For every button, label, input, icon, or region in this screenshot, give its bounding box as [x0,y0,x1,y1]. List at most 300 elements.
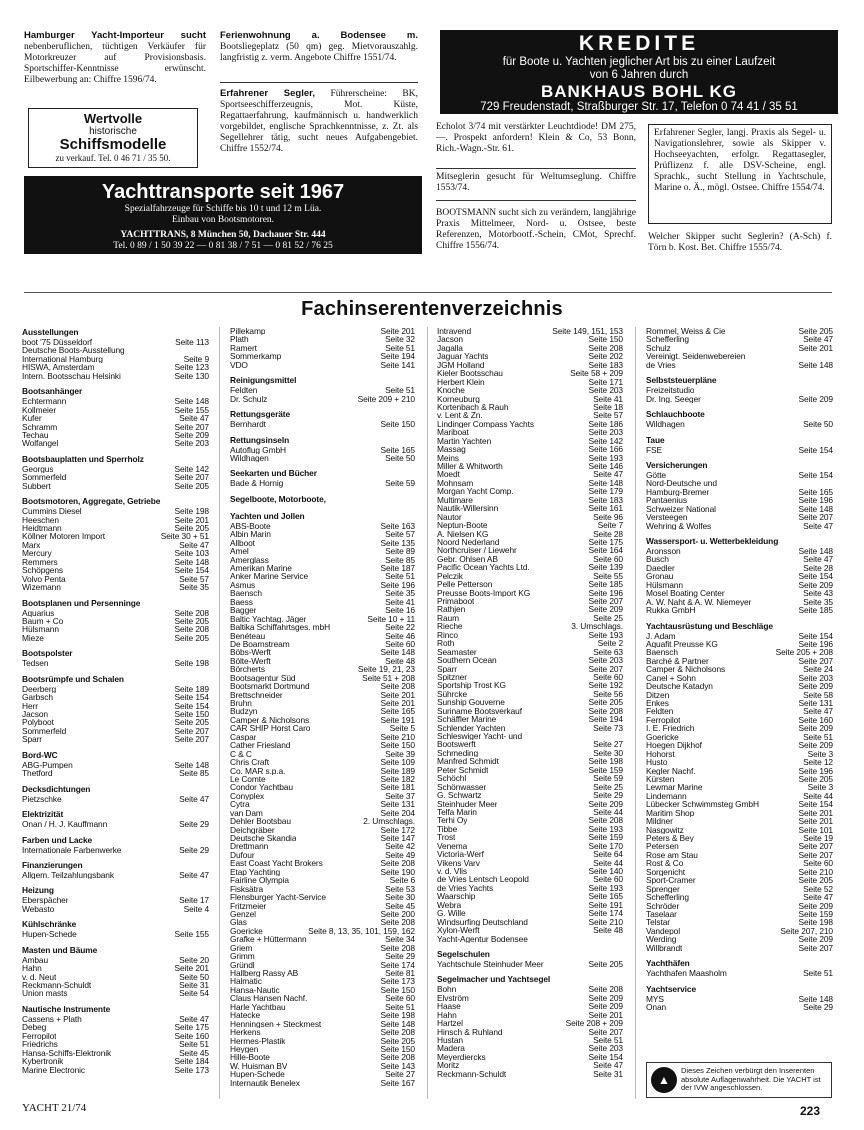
advertiser-name: Garbsch [22,693,53,702]
page-reference: Seite 5 [389,724,415,733]
ad-yachttransporte [24,176,422,254]
list-item [437,783,623,791]
advertiser-name: Asmus [230,580,256,590]
divider [436,200,636,201]
list-item [646,859,833,867]
advertiser-name: Wolfangel [22,439,59,448]
advertiser-name: Halmatic [230,977,262,986]
advertiser-name: Gebr. Ohlsen AB [437,554,498,564]
page-reference: Seite 60 [593,554,623,564]
list-item [437,639,623,647]
list-item [230,851,415,859]
advertiser-name: Onan / H. J. Kauffmann [22,820,108,829]
list-item [22,575,209,583]
advertiser-name: Hahn [22,964,42,973]
page-reference: Seite 73 [593,723,623,732]
advertiser-name: Vikens Varv [437,858,480,867]
list-item [437,808,623,816]
list-item [646,674,833,682]
page-reference: Seite 148 [588,478,623,488]
list-item [437,580,623,588]
advertiser-name: Webasto [22,904,55,914]
advertiser-name: Bölte-Werft [230,656,271,666]
yachttransporte-tel: Tel. 0 89 / 1 50 39 22 — 0 81 38 / 7 51 — 0 81 52 / 76 25 [113,241,333,251]
list-item [230,581,415,589]
list-item [230,902,415,910]
advertiser-name: Kollmeier [22,405,57,415]
list-item [437,800,623,808]
page-reference: Seite 198 [174,659,209,668]
page-reference: Seite 57 [593,411,623,420]
list-item [646,606,833,614]
advertiser-name: Hupen-Schede [22,930,77,939]
advertiser-name: Herbert Klein [437,377,485,387]
advertiser-name: Henningsen + Steckmest [230,1019,322,1029]
advertiser-name: Aronsson [646,547,681,556]
list-item [22,1015,209,1023]
advertiser-name: Cather Friesland [230,741,291,750]
page-reference: Seite 194 [588,715,623,724]
list-item [22,964,209,972]
page-reference: Seite 4 [183,904,209,914]
list-item [437,504,623,512]
page-reference: Seite 205 + 208 [775,648,833,657]
advertiser-name: Hülsmann [646,580,683,590]
page-reference: Seite 179 [588,487,623,496]
list-item [22,625,209,633]
kredite-line1: für Boote u. Yachten jeglicher Art bis zu einer Laufzeit [502,56,776,68]
list-item [646,885,833,893]
list-item [230,1045,415,1053]
page-reference: Seite 209 + 210 [357,394,415,404]
page-reference: Seite 22 [385,623,415,632]
advertiser-name: Reckmann-Schuldt [22,981,92,990]
advertiser-name: de Vries Yachts [437,883,494,893]
list-item [437,749,623,757]
list-item [22,372,209,380]
page-reference: Seite 201 [798,343,833,353]
list-item [437,496,623,504]
section-heading: Elektrizität [22,809,64,820]
page-reference: Seite 6 [389,876,415,885]
advertiser-name: A. W. Naht & A. W. Niemeyer [646,597,752,607]
list-item [230,809,415,817]
advertiser-name: Husto [646,758,668,767]
list-item [230,868,415,876]
list-item [230,327,415,335]
list-item [437,1044,623,1052]
page-reference: Seite 135 [380,538,415,548]
advertiser-name: Schlender Yachten [437,723,506,732]
page-reference: Seite 57 [385,530,415,539]
advertiser-name: Knoche [437,386,465,395]
list-item [437,530,623,538]
list-item [22,541,209,549]
advertiser-name: Goericke [230,926,263,936]
advertiser-name: FSE [646,445,662,454]
list-item [22,871,209,879]
page-reference: Seite 208 [588,343,623,353]
list-item [646,386,833,394]
page-reference: Seite 89 [385,547,415,556]
directory-column-1 [22,327,209,1074]
page-reference [830,386,833,394]
list-item [646,488,833,496]
advertiser-name: Kufer [22,414,42,423]
list-item [22,973,209,981]
ad-yacht-importeur-head: Hamburger Yacht-Importeur sucht [24,30,206,41]
page-reference: Seite 208 [380,682,415,691]
page-reference: Seite 35 [803,597,833,607]
advertiser-name: ABS-Boote [230,521,271,531]
section-heading: Bootsrümpfe und Schalen [22,673,124,684]
list-item [437,648,623,656]
advertiser-name: Bootsmarkt Dortmund [230,682,310,691]
page-reference: Seite 159 [588,833,623,842]
page-reference: Seite 209 [798,741,833,750]
list-item [22,465,209,473]
advertiser-name: Morgan Yacht Comp. [437,487,514,496]
ad-ferienwohnung-head: Ferienwohnung a. Bodensee m. [220,30,418,41]
list-item [230,547,415,555]
list-item [646,851,833,859]
list-item [646,496,833,504]
advertiser-name: Mohnsam [437,478,474,488]
page-reference: Seite 56 [593,689,623,699]
page-reference: Seite 154 [798,800,833,809]
page-reference: Seite 18 [593,402,623,412]
list-item [437,605,623,613]
advertiser-name: de Vries [646,360,676,370]
list-item [437,369,623,377]
list-item [22,1066,209,1074]
advertiser-name: v. Lent & Zn. [437,411,483,420]
advertiser-name: Pillekamp [230,327,266,336]
list-item [437,994,623,1002]
advertiser-name: Trost [437,833,456,842]
list-item [230,885,415,893]
advertiser-name: Ramert [230,343,257,353]
list-item [230,632,415,640]
section-heading: Rettungsinseln [230,434,290,445]
page-reference: Seite 154 [174,566,209,575]
list-item [230,657,415,665]
list-item [22,1049,209,1057]
page-reference: Seite 205 [174,633,209,643]
advertiser-name: Friedrichs [22,1040,58,1049]
list-item [230,800,415,808]
advertiser-name: Pantaenius [646,496,687,505]
section-heading: Wassersport- u. Wetterbekleidung [646,536,779,546]
list-item [437,403,623,411]
list-item [230,564,415,572]
page-reference: Seite 201 [798,808,833,818]
page-reference: Seite 19 [803,834,833,843]
advertiser-name: Götte [646,470,666,480]
list-item [230,606,415,614]
advertiser-name: Sparr [22,735,42,744]
advertiser-name: Vereinigt. Seidenwebereien [646,352,746,361]
list-item [646,361,833,369]
ad-mitseglerin-text: Mitseglerin gesucht für Weltumseglung. Chiffre 1553/74. [436,172,636,193]
list-item [646,834,833,842]
list-item [230,1079,415,1087]
page-reference: Seite 16 [385,606,415,615]
column-divider [219,327,220,1099]
page-reference: Seite 30 [385,893,415,902]
advertiser-name: Rukka GmbH [646,606,696,615]
list-item [230,952,415,960]
list-item [646,420,833,428]
page-reference: Seite 32 [385,335,415,344]
page-reference: Seite 192 [588,681,623,690]
list-item [437,766,623,774]
advertiser-name: Rommel, Weiss & Cie [646,327,726,336]
advertiser-name: Marine Electronic [22,1065,85,1074]
page-reference: Seite 203 [588,428,623,437]
page-reference: Seite 182 [380,774,415,784]
advertiser-name: Böbs-Werft [230,648,271,657]
page-reference: Seite 201 [174,515,209,524]
list-item [230,741,415,749]
list-item [646,547,833,555]
page-reference: Seite 20 [179,955,209,965]
advertiser-name: ABG-Pumpen [22,760,73,770]
advertiser-name: C & C [230,749,252,759]
list-item [437,411,623,419]
advertiser-name: Waarschip [437,892,476,901]
list-item [646,471,833,479]
advertiser-name: Bade & Hornig [230,479,284,488]
advertiser-name: Sprenger [646,884,680,894]
page-reference: Seite 164 [588,546,623,555]
section-heading: Bord-WC [22,749,58,760]
page-reference: Seite 101 [798,825,833,834]
list-item [646,707,833,715]
list-item [437,901,623,909]
advertiser-name: Le Comte [230,774,266,784]
page-reference: Seite 208 [174,625,209,634]
page-reference: Seite 51 [385,343,415,353]
ad-erfahrener-segler [220,88,418,155]
advertiser-name: Nord-Deutsche und [646,479,717,488]
section-heading: Bootsbauplatten und Sperrholz [22,453,144,464]
page-reference: Seite 193 [588,883,623,893]
list-item [437,875,623,883]
page-reference: Seite 207 [798,943,833,953]
footer-issue: YACHT 21/74 [22,1102,87,1114]
advertiser-name: Terhi Oy [437,816,468,825]
advertiser-name: Enkes [646,699,669,708]
ivw-note: Dieses Zeichen verbürgt den Inserenten absolute Auflagenwahrheit. Die YACHT ist der IVW angeschlossen. [681,1066,821,1093]
list-item [22,710,209,718]
advertiser-name: Brettschneider [230,690,283,699]
advertiser-name: Sommerkamp [230,352,282,361]
page-reference: Seite 161 [588,504,623,513]
page-reference: Seite 190 [380,867,415,877]
advertiser-name: Grimm [230,952,255,961]
advertiser-name: Plath [230,335,249,344]
page-reference [830,352,833,360]
advertiser-name: De Boarnstream [230,639,290,649]
list-item [22,702,209,710]
page-reference: Seite 207 [174,473,209,482]
advertiser-name: Mildner [646,817,673,826]
page-reference: Seite 208 [588,816,623,825]
list-item [230,674,415,682]
advertiser-name: Wehring & Wolfes [646,521,712,530]
list-item [437,437,623,445]
list-item [437,344,623,352]
page-reference: Seite 46 [385,631,415,640]
page-reference: Seite 208 [380,1053,415,1062]
list-item [437,589,623,597]
ad-schiffsmodelle-sub: historische [89,126,137,137]
page-reference: Seite 186 [588,419,623,429]
advertiser-name: Hatecke [230,1011,261,1020]
list-item [437,445,623,453]
list-item [22,473,209,481]
page-reference: Seite 159 [798,909,833,919]
list-item [230,640,415,648]
page-reference: Seite 53 [385,884,415,894]
list-item [230,615,415,623]
advertiser-name: Manfred Schmidt [437,757,499,766]
list-item [437,909,623,917]
advertiser-name: Deutsche Katadyn [646,682,713,691]
list-item [230,994,415,1002]
page-reference: Seite 59 [385,479,415,488]
list-item [437,740,623,748]
page-reference: Seite 196 [798,496,833,505]
page-reference: Seite 204 [380,808,415,818]
section-heading: Bootsanhänger [22,386,83,397]
advertiser-name: Harle Yachtbau [230,1002,286,1012]
advertiser-name: Lindinger Compass Yachts [437,419,534,429]
list-item [646,682,833,690]
page-reference: Seite 205 [174,481,209,491]
advertiser-name: Daedler [646,563,675,573]
list-item [230,758,415,766]
page-reference: Seite 27 [593,740,623,749]
page-reference: Seite 159 [588,765,623,775]
page-reference: Seite 185 [588,580,623,589]
page-reference: Seite 173 [174,1065,209,1074]
page-reference: Seite 148 [798,360,833,370]
advertiser-name: Hermes-Plastik [230,1036,286,1045]
page-reference: Seite 150 [380,1044,415,1054]
page-reference: Seite 154 [174,693,209,702]
list-item [22,583,209,591]
page-reference: Seite 210 [798,867,833,877]
page-reference: Seite 25 [593,782,623,792]
page-reference: Seite 201 [174,964,209,973]
ad-skipper-text: Welcher Skipper sucht Seglerin? (A-Sch) f. Törn b. Kost. Bet. Chiffre 1555/74. [648,232,832,253]
page-reference: Seite 3 [807,749,833,759]
list-item [230,792,415,800]
list-item [646,741,833,749]
page-reference: Seite 165 [798,487,833,497]
advertiser-name: Condor Yachtbau [230,783,293,792]
list-item [230,716,415,724]
list-item [22,617,209,625]
advertiser-name: W. Huisman BV [230,1061,288,1071]
list-item [22,685,209,693]
page-reference: Seite 193 [588,824,623,834]
yachttransporte-title: Yachttransporte seit 1967 [101,181,345,203]
ad-erfahrener-segler-body: Führerscheine: BK, Sportseeschifferzeugnis, Mot. Küste, Regattaerfahrung, kaufmännisch u. handwerklich vorgebildet, englische Sprachkenntnisse, z. Zt. als Segellehrer tätig, sucht neues Aufgabengebiet. Chiffre 1552/74. [220,89,418,154]
page-reference: Seite 209 [588,605,623,614]
page-reference: Seite 47 [593,1061,623,1070]
advertiser-name: Miller & Whitworth [437,462,503,471]
advertiser-name: Werding [646,935,677,944]
page-reference: Seite 41 [385,597,415,607]
list-item [230,572,415,580]
advertiser-name: Schulz [646,343,671,353]
advertiser-name: I. E. Friedrich [646,724,695,733]
list-item [22,1057,209,1065]
yachttransporte-line2: Einbau von Bootsmotoren. [171,215,275,225]
section-heading: Schlauchboote [646,409,705,420]
page-reference: Seite 208 [588,706,623,716]
advertiser-name: Korneuburg [437,394,480,403]
page-reference: Seite 201 [380,327,415,336]
list-item [437,833,623,841]
advertiser-name: Southern Ocean [437,656,497,665]
list-item [437,690,623,698]
page-reference: Seite 60 [593,875,623,884]
page-reference: Seite 173 [380,977,415,986]
list-item [437,1036,623,1044]
advertiser-name: Versteegen [646,513,688,522]
advertiser-name: Bohn [437,985,457,994]
page-reference: Seite 207 [798,842,833,851]
list-item [22,397,209,405]
list-item [646,935,833,943]
page-reference: Seite 166 [588,445,623,454]
page-reference: Seite 47 [179,1014,209,1024]
section-heading: Bootsplanen und Persenninge [22,597,141,608]
page-reference: Seite 203 [588,386,623,395]
list-item [22,355,209,363]
section-heading: Yachten und Jollen [230,510,305,521]
list-item [437,867,623,875]
advertiser-name: Internationale Farbenwerke [22,845,122,854]
list-item [437,352,623,360]
advertiser-name: Sparr [437,664,457,673]
page-reference: Seite 130 [174,371,209,381]
list-item [437,428,623,436]
page-reference: Seite 10 + 11 [367,614,415,624]
list-item [437,935,623,943]
page-reference: Seite 60 [385,994,415,1003]
page-reference: Seite 41 [593,394,623,403]
advertiser-name: Echtermann [22,397,67,406]
advertiser-name: Dufour [230,850,255,860]
list-item [437,546,623,554]
advertiser-name: Hahn [437,1010,457,1020]
list-item [437,732,623,740]
page-reference: Seite 194 [380,352,415,361]
section-heading: Ausstellungen [22,327,79,337]
list-item [230,783,415,791]
advertiser-name: Baltic Yachtag. Jäger [230,614,307,624]
page-reference: Seite 184 [174,1057,209,1066]
advertiser-name: Sommerfeld [22,726,67,736]
list-item [22,532,209,540]
list-item [437,395,623,403]
advertiser-name: Budzyn [230,707,258,716]
